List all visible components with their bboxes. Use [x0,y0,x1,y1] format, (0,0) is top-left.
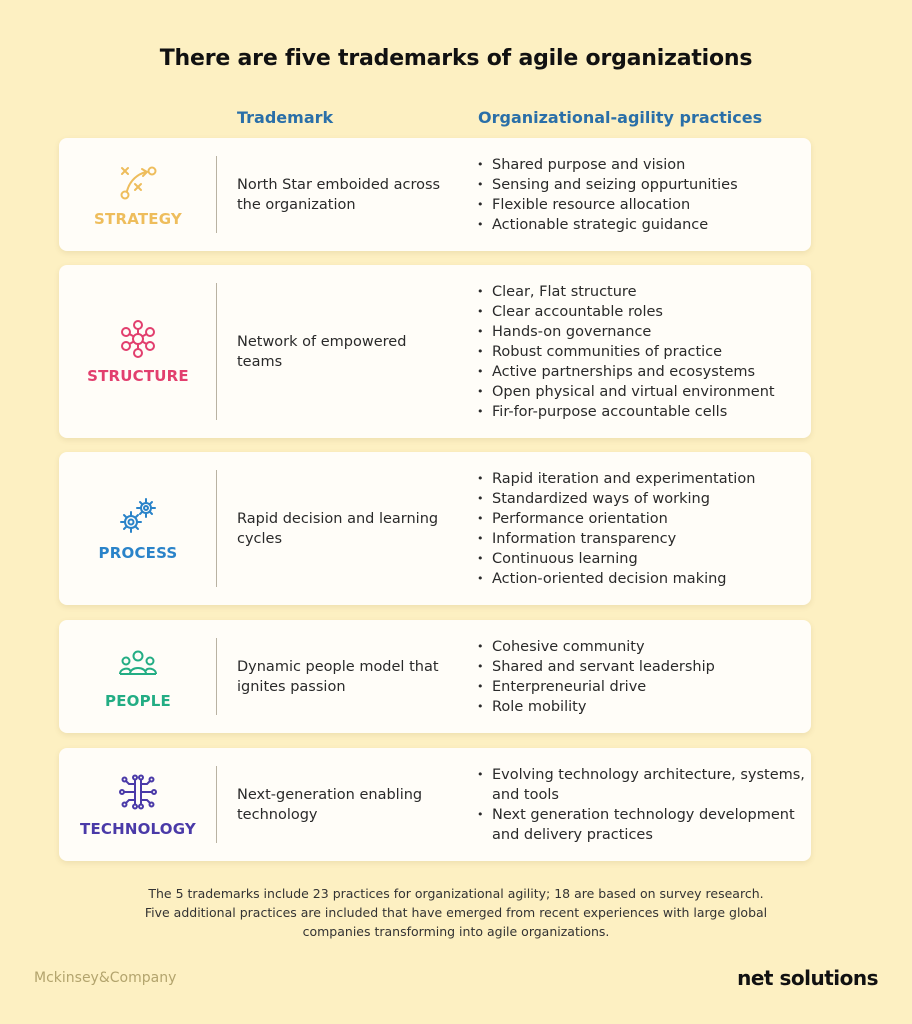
category-label: TECHNOLOGY [80,819,196,838]
practice-item: • Sensing and seizing oppurtunities [477,175,807,195]
practice-list [477,452,807,605]
trademark-text: North Star emboided across the organization [237,176,441,213]
technology-icon-zone [59,748,217,861]
practice-item: • Shared purpose and vision [477,155,807,175]
structure-card [59,265,811,438]
category-label: PEOPLE [105,691,171,710]
process-icon-zone [59,452,217,605]
network-nodes-icon [118,319,158,359]
practice-item: • Actionable strategic guidance [477,215,807,235]
practice-item: • Cohesive community [477,637,807,657]
practice-list [477,620,807,733]
practice-item: • Clear accountable roles [477,302,807,322]
practice-list [477,748,807,861]
trademark-text: Network of empowered teams [237,333,407,370]
trademark-text: Next-generation enabling technology [237,786,423,823]
practice-item: • Information transparency [477,529,807,549]
page-title: There are five trademarks of agile organizations [159,46,753,71]
practice-item: • Standardized ways of working [477,489,807,509]
divider [216,638,217,715]
practices-column-header: Organizational-agility practices [478,108,763,127]
practice-item: • Performance orientation [477,509,807,529]
practice-item: • Fir-for-purpose accountable cells [477,402,807,422]
trademark-column-header: Trademark [237,108,334,127]
strategy-play-icon [118,162,158,202]
technology-card [59,748,811,861]
footnote-line: The 5 trademarks include 23 practices for organizational agility; 18 are based on survey research. [148,886,764,901]
practice-item: • Evolving technology architecture, systems, and tools [477,765,807,805]
practice-list [477,138,807,251]
practice-item: • Role mobility [477,697,807,717]
people-icon-zone [59,620,217,733]
practice-item: • Open physical and virtual environment [477,382,807,402]
process-card [59,452,811,605]
practice-item: • Continuous learning [477,549,807,569]
footnote [0,884,912,941]
trademark-text: Rapid decision and learning cycles [237,510,439,547]
practice-item: • Clear, Flat structure [477,282,807,302]
trademark-text: Dynamic people model that ignites passion [237,658,439,695]
people-group-icon [118,644,158,684]
category-label: STRUCTURE [87,366,189,385]
category-label: PROCESS [98,543,178,562]
category-label: STRATEGY [94,209,182,228]
practice-item: • Robust communities of practice [477,342,807,362]
brand-logo: net solutions [737,966,878,990]
circuit-chip-icon [118,772,158,812]
divider [216,283,217,420]
practice-item: • Enterpreneurial drive [477,677,807,697]
practice-item: • Flexible resource allocation [477,195,807,215]
divider [216,156,217,233]
practice-item: • Next generation technology development and delivery practices [477,805,807,845]
practice-item: • Active partnerships and ecosystems [477,362,807,382]
practice-item: • Action-oriented decision making [477,569,807,589]
footnote-line: companies transforming into agile organizations. [302,924,610,939]
people-card [59,620,811,733]
strategy-icon-zone [59,138,217,251]
gears-icon [118,496,158,536]
source-credit: Mckinsey&Company [34,970,177,986]
footnote-line: Five additional practices are included that have emerged from recent experiences with large global [144,905,768,920]
practice-item: • Hands-on governance [477,322,807,342]
practice-list [477,265,807,438]
strategy-card [59,138,811,251]
divider [216,766,217,843]
divider [216,470,217,587]
practice-item: • Rapid iteration and experimentation [477,469,807,489]
structure-icon-zone [59,265,217,438]
practice-item: • Shared and servant leadership [477,657,807,677]
